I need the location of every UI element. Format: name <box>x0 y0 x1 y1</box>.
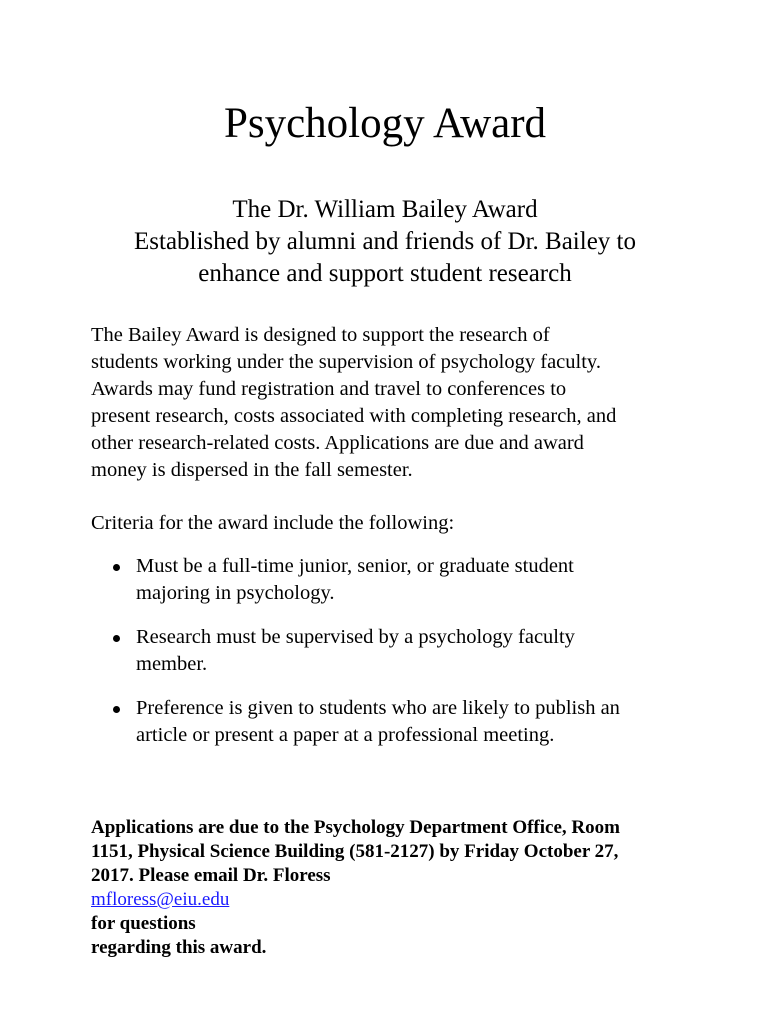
notice-text: 2017. Please email Dr. Floress <box>91 865 331 886</box>
notice-line <box>91 864 711 936</box>
application-notice <box>91 816 711 960</box>
page-title: Psychology Award <box>223 100 547 147</box>
criteria-item-line: Research must be supervised by a psychology faculty <box>136 626 575 648</box>
criteria-item <box>91 553 711 607</box>
award-subtitle <box>60 194 710 290</box>
subtitle-line: enhance and support student research <box>198 260 572 287</box>
intro-line: other research-related costs. Applications are due and award <box>91 432 584 454</box>
notice-text: for questions <box>91 913 196 934</box>
criteria-item-line: Preference is given to students who are likely to publish an <box>136 697 620 719</box>
bullet-icon <box>113 635 120 642</box>
intro-paragraph <box>91 322 691 484</box>
bullet-icon <box>113 706 120 713</box>
criteria-item-line: Must be a full-time junior, senior, or graduate student <box>136 555 574 577</box>
criteria-item <box>91 695 711 749</box>
criteria-item-line: member. <box>136 653 208 675</box>
criteria-item-line: article or present a paper at a professional meeting. <box>136 724 555 746</box>
subtitle-line: The Dr. William Bailey Award <box>232 196 538 223</box>
intro-line: Awards may fund registration and travel to conferences to <box>91 378 567 400</box>
intro-line: present research, costs associated with completing research, and <box>91 405 617 427</box>
notice-line: Applications are due to the Psychology Department Office, Room <box>91 817 620 838</box>
intro-line: money is dispersed in the fall semester. <box>91 459 413 481</box>
subtitle-line: Established by alumni and friends of Dr. Bailey to <box>134 228 636 255</box>
bullet-icon <box>113 564 120 571</box>
email-link[interactable]: mfloress@eiu.edu <box>91 889 230 910</box>
criteria-heading: Criteria for the award include the following: <box>91 512 455 534</box>
notice-line: 1151, Physical Science Building (581-2127) by Friday October 27, <box>91 841 619 862</box>
criteria-item-line: majoring in psychology. <box>136 582 335 604</box>
intro-line: The Bailey Award is designed to support the research of <box>91 324 550 346</box>
criteria-list <box>91 553 711 766</box>
criteria-item <box>91 624 711 678</box>
intro-line: students working under the supervision of psychology faculty. <box>91 351 601 373</box>
notice-line: regarding this award. <box>91 937 267 958</box>
